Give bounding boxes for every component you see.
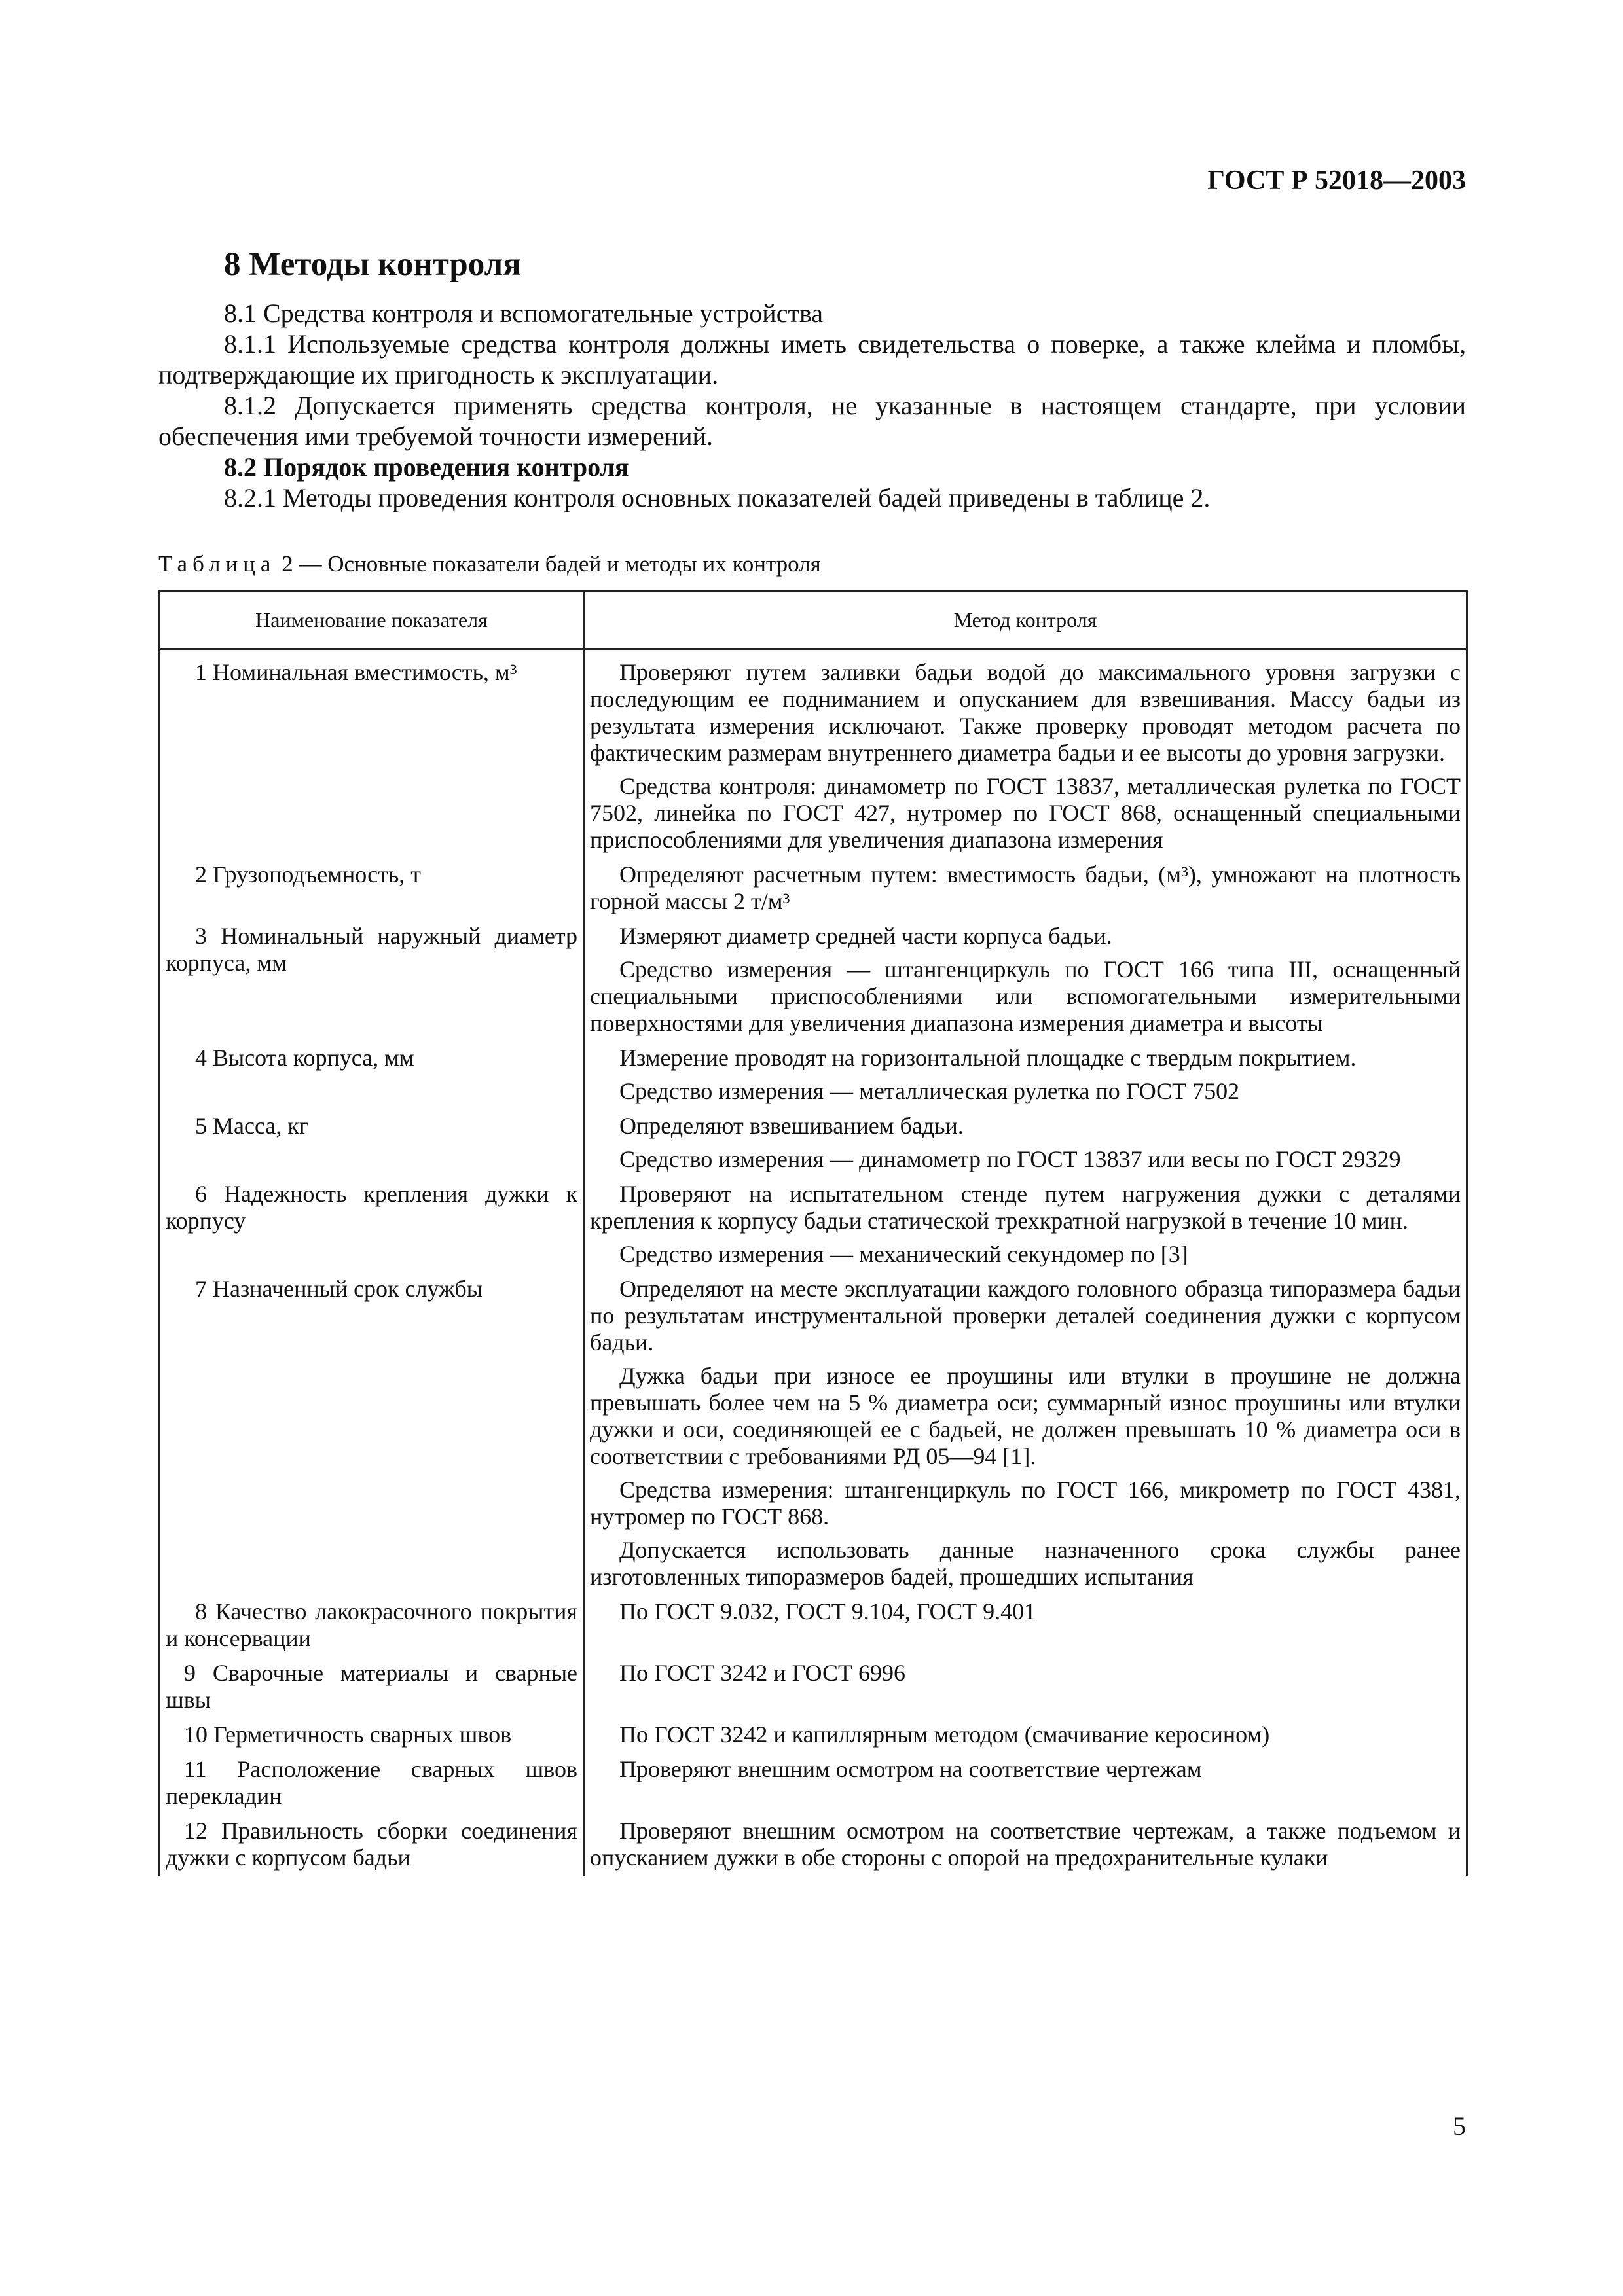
method-text: Проверяют внешним осмотром на соответствие чертежам xyxy=(619,1756,1202,1782)
paragraph-8-2-1: 8.2.1 Методы проведения контроля основных показателей бадей приведены в таблице 2. xyxy=(224,483,1211,512)
method-text: Средства контроля: динамометр по ГОСТ 13837, металлическая рулетка по ГОСТ 7502, линейка по ГОСТ 427, нутромер по ГОСТ 868, оснащенный специальными приспособлениями для увеличения диапазона измерения xyxy=(590,773,1461,853)
method-text: Проверяют на испытательном стенде путем нагружения дужки с деталями крепления к корпусу бадьи статической трехкратной нагрузкой в течение 10 мин. xyxy=(590,1181,1461,1234)
indicator-name: 2 Грузоподъемность, т xyxy=(160,858,584,920)
method-text: Допускается использовать данные назначенного срока службы ранее изготовленных типоразмеров бадей, прошедших испытания xyxy=(590,1537,1461,1590)
indicator-name: 12 Правильность сборки соединения дужки с корпусом бадьи xyxy=(160,1814,584,1876)
method-text: По ГОСТ 3242 и ГОСТ 6996 xyxy=(619,1660,905,1686)
table-row xyxy=(160,1657,1467,1718)
indicator-name: 6 Надежность крепления дужки к корпусу xyxy=(160,1177,584,1272)
table-caption-prefix: Таблица xyxy=(158,551,276,577)
column-header-indicator: Наименование показателя xyxy=(160,592,584,649)
table-row xyxy=(160,1753,1467,1814)
table-row xyxy=(160,920,1467,1041)
table-header-row xyxy=(160,592,1467,649)
section-title: 8 Методы контроля xyxy=(224,246,521,283)
indicator-name: 7 Назначенный срок службы xyxy=(160,1272,584,1595)
control-method xyxy=(584,858,1467,920)
document-code: ГОСТ Р 52018—2003 xyxy=(1207,166,1466,196)
paragraph-8-1-2: 8.1.2 Допускается применять средства контроля, не указанные в настоящем стандарте, при условии обеспечения ими требуемой точности измерений. xyxy=(158,391,1466,451)
method-text: Проверяют путем заливки бадьи водой до максимального уровня загрузки с последующим ее подниманием и опусканием для взвешивания. Массу бадьи из результата измерения исключают. Также проверку проводят методом расчета по фактическим размерам внутреннего диаметра бадьи и ее высоты до уровня загрузки. xyxy=(590,659,1461,766)
method-text: Средство измерения — штангенциркуль по ГОСТ 166 типа III, оснащенный специальными приспособлениями или вспомогательными измерительными поверхностями для увеличения диапазона измерения диаметра и высоты xyxy=(590,956,1461,1036)
control-method xyxy=(584,1272,1467,1595)
control-method xyxy=(584,1814,1467,1876)
table-row xyxy=(160,1814,1467,1876)
method-text: Измеряют диаметр средней части корпуса бадьи. xyxy=(619,923,1112,949)
indicator-name: 9 Сварочные материалы и сварные швы xyxy=(160,1657,584,1718)
table-row xyxy=(160,1272,1467,1595)
paragraph-8-1: 8.1 Средства контроля и вспомогательные устройства xyxy=(224,298,824,328)
indicator-name: 10 Герметичность сварных швов xyxy=(160,1718,584,1753)
table-caption-text: 2 — Основные показатели бадей и методы их контроля xyxy=(282,551,821,577)
table-row xyxy=(160,649,1467,859)
method-text: По ГОСТ 9.032, ГОСТ 9.104, ГОСТ 9.401 xyxy=(619,1598,1036,1624)
method-text: Измерение проводят на горизонтальной площадке с твердым покрытием. xyxy=(619,1045,1357,1071)
section-body xyxy=(158,298,1466,513)
indicators-table xyxy=(158,590,1468,1876)
indicator-name: 1 Номинальная вместимость, м³ xyxy=(160,649,584,859)
table-row xyxy=(160,1041,1467,1109)
control-method xyxy=(584,1718,1467,1753)
table-row xyxy=(160,1595,1467,1657)
control-method xyxy=(584,1177,1467,1272)
method-text: Проверяют внешним осмотром на соответствие чертежам, а также подъемом и опусканием дужки в обе стороны с опорой на предохранительные кулаки xyxy=(590,1818,1461,1871)
page-number: 5 xyxy=(1453,2111,1466,2141)
paragraph-8-1-1: 8.1.1 Используемые средства контроля должны иметь свидетельства о поверке, а также клейма и пломбы, подтверждающие их пригодность к эксплуатации. xyxy=(158,329,1466,389)
method-text: Дужка бадьи при износе ее проушины или втулки в проушине не должна превышать более чем на 5 % диаметра оси; суммарный износ проушины или втулки дужки и оси, соединяющей ее с бадьей, не должен превышать 10 % диаметра оси в соответствии с требованиями РД 05—94 [1]. xyxy=(590,1363,1461,1469)
indicator-name: 8 Качество лакокрасочного покрытия и консервации xyxy=(160,1595,584,1657)
control-method xyxy=(584,1041,1467,1109)
method-text: По ГОСТ 3242 и капиллярным методом (смачивание керосином) xyxy=(619,1721,1270,1748)
subsection-8-2-heading: 8.2 Порядок проведения контроля xyxy=(224,452,629,482)
control-method xyxy=(584,920,1467,1041)
control-method xyxy=(584,1595,1467,1657)
table-row xyxy=(160,858,1467,920)
control-method xyxy=(584,649,1467,859)
control-method xyxy=(584,1753,1467,1814)
method-text: Определяют расчетным путем: вместимость бадьи, (м³), умножают на плотность горной массы 2 т/м³ xyxy=(590,861,1461,914)
table-row xyxy=(160,1109,1467,1177)
control-method xyxy=(584,1657,1467,1718)
method-text: Средство измерения — динамометр по ГОСТ 13837 или весы по ГОСТ 29329 xyxy=(619,1146,1401,1172)
indicator-name: 11 Расположение сварных швов перекладин xyxy=(160,1753,584,1814)
method-text: Средство измерения — механический секундомер по [3] xyxy=(619,1241,1188,1267)
control-method xyxy=(584,1109,1467,1177)
method-text: Средство измерения — металлическая рулетка по ГОСТ 7502 xyxy=(619,1078,1240,1104)
method-text: Определяют на месте эксплуатации каждого головного образца типоразмера бадьи по результатам инструментальной проверки деталей соединения дужки с корпусом бадьи. xyxy=(590,1276,1461,1355)
method-text: Средства измерения: штангенциркуль по ГОСТ 166, микрометр по ГОСТ 4381, нутромер по ГОСТ 868. xyxy=(590,1477,1461,1530)
indicator-name: 4 Высота корпуса, мм xyxy=(160,1041,584,1109)
table-row xyxy=(160,1177,1467,1272)
table-row xyxy=(160,1718,1467,1753)
column-header-method: Метод контроля xyxy=(584,592,1467,649)
table-caption xyxy=(158,551,821,577)
method-text: Определяют взвешиванием бадьи. xyxy=(619,1113,964,1139)
indicator-name: 3 Номинальный наружный диаметр корпуса, мм xyxy=(160,920,584,1041)
indicator-name: 5 Масса, кг xyxy=(160,1109,584,1177)
